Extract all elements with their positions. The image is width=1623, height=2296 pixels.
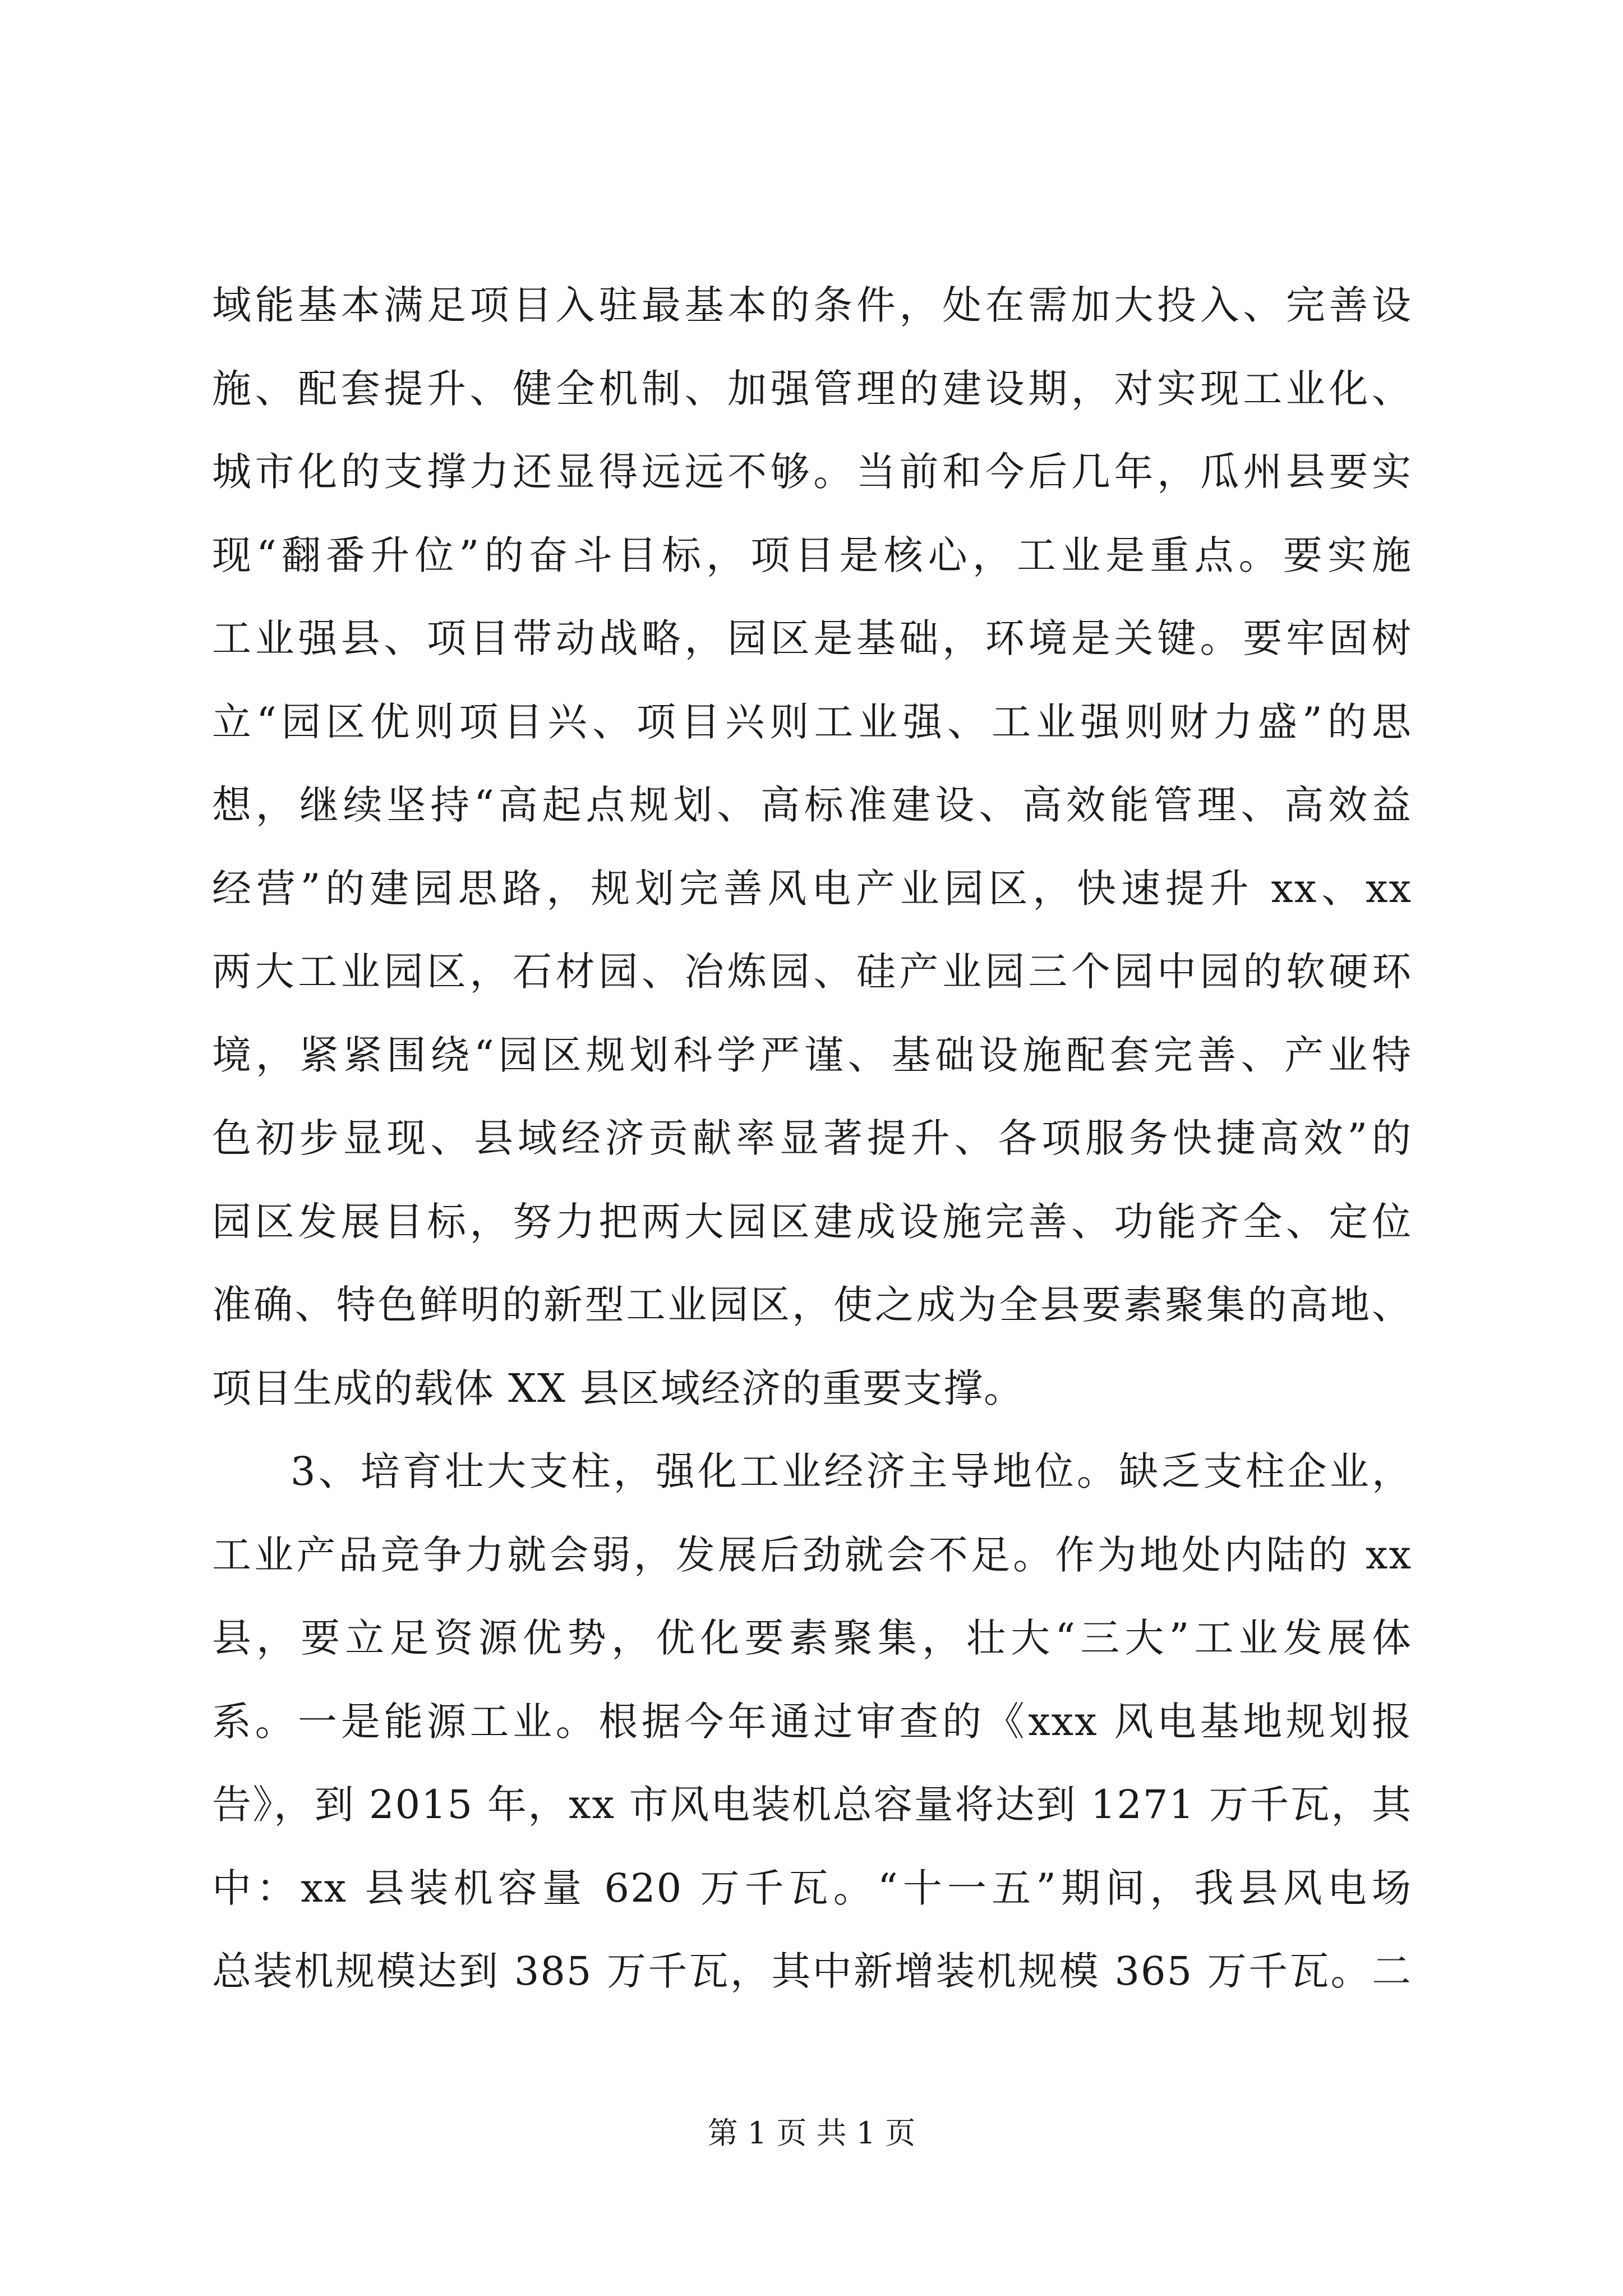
paragraph-start-line: 3、培育壮大支柱，强化工业经济主导地位。缺乏支柱企业， [291, 1448, 1412, 1494]
text-line: 两大工业园区，石材园、冶炼园、硅产业园三个园中园的软硬环 [212, 949, 1412, 995]
text-line: 经营”的建园思路，规划完善风电产业园区，快速提升 xx、xx [212, 865, 1412, 912]
text-line: 施、配套提升、健全机制、加强管理的建设期，对实现工业化、 [212, 365, 1412, 412]
text-line: 系。一是能源工业。根据今年通过审查的《xxx 风电基地规划报 [212, 1698, 1412, 1745]
text-line: 想，继续坚持“高起点规划、高标准建设、高效能管理、高效益 [212, 782, 1412, 828]
text-line: 总装机规模达到 385 万千瓦，其中新增装机规模 365 万千瓦。二 [212, 1948, 1412, 1994]
text-line: 立“园区优则项目兴、项目兴则工业强、工业强则财力盛”的思 [212, 698, 1412, 745]
text-line: 城市化的支撑力还显得远远不够。当前和今后几年，瓜州县要实 [212, 449, 1412, 495]
text-line: 色初步显现、县域经济贡献率显著提升、各项服务快捷高效”的 [212, 1115, 1412, 1161]
page-number-footer: 第 1 页 共 1 页 [707, 2115, 916, 2151]
text-line: 准确、特色鲜明的新型工业园区，使之成为全县要素聚集的高地、 [212, 1282, 1412, 1328]
text-line: 县，要立足资源优势，优化要素聚集，壮大“三大”工业发展体 [212, 1615, 1412, 1661]
text-line: 中：xx 县装机容量 620 万千瓦。“十一五”期间，我县风电场 [212, 1865, 1412, 1911]
text-line: 项目生成的载体 XX 县区域经济的重要支撑。 [212, 1365, 1025, 1411]
text-line: 工业产品竞争力就会弱，发展后劲就会不足。作为地处内陆的 xx [212, 1531, 1412, 1578]
text-line: 告》，到 2015 年，xx 市风电装机总容量将达到 1271 万千瓦，其 [212, 1782, 1412, 1828]
text-line: 园区发展目标，努力把两大园区建成设施完善、功能齐全、定位 [212, 1198, 1412, 1245]
body-text [212, 264, 1412, 2013]
text-line: 现“翻番升位”的奋斗目标，项目是核心，工业是重点。要实施 [212, 532, 1412, 578]
text-line: 工业强县、项目带动战略，园区是基础，环境是关键。要牢固树 [212, 615, 1412, 661]
text-line: 域能基本满足项目入驻最基本的条件，处在需加大投入、完善设 [212, 282, 1412, 328]
text-line: 境，紧紧围绕“园区规划科学严谨、基础设施配套完善、产业特 [212, 1032, 1412, 1078]
